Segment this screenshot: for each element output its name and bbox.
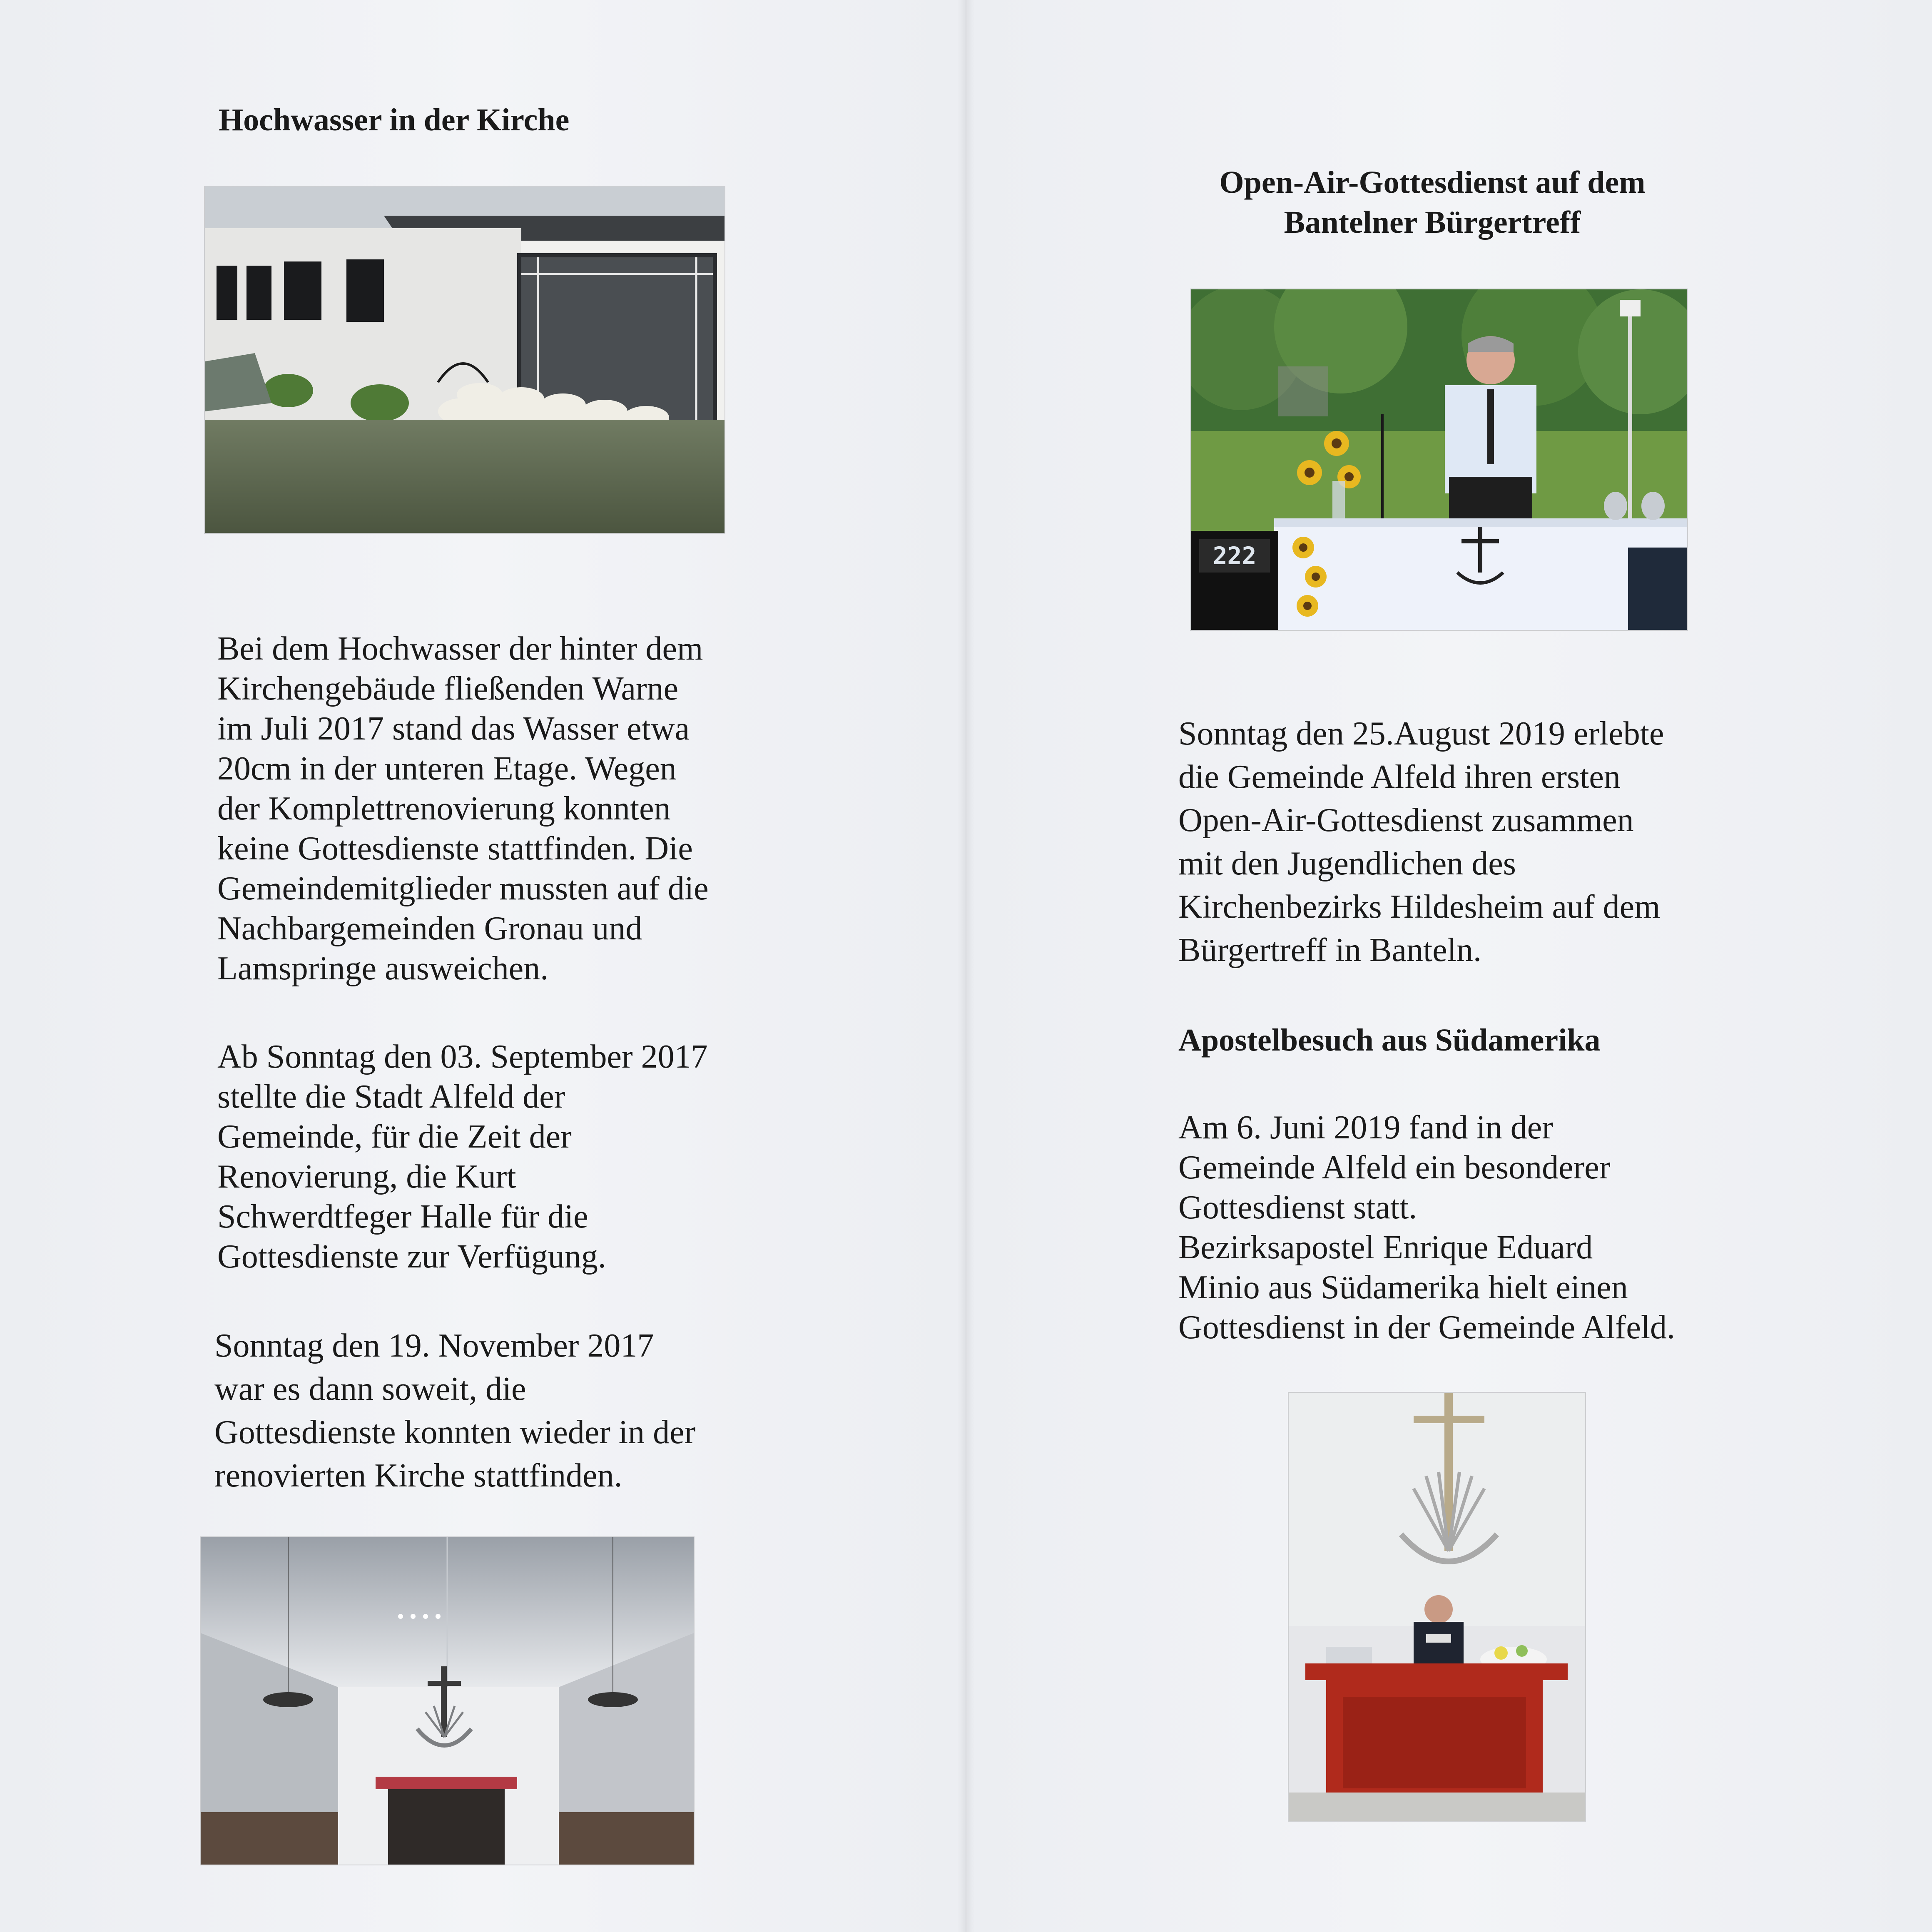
text-line: Gottesdienste zur Verfügung.: [217, 1238, 606, 1275]
heading-line: Bantelner Bürgertreff: [1284, 205, 1581, 240]
text-line: Bezirksapostel Enrique Eduard: [1178, 1229, 1593, 1266]
text-line: renovierten Kirche stattfinden.: [214, 1457, 622, 1494]
text-line: stellte die Stadt Alfeld der: [217, 1078, 565, 1115]
heading-line: Open-Air-Gottesdienst auf dem: [1219, 165, 1646, 200]
text-line: Sonntag den 19. November 2017: [214, 1327, 654, 1364]
text-line: war es dann soweit, die: [214, 1371, 526, 1407]
text-line: mit den Jugendlichen des: [1178, 845, 1516, 882]
flood-paragraph-1: [217, 629, 709, 988]
photo-open-air-service: [1191, 289, 1687, 630]
text-line: Bürgertreff in Banteln.: [1178, 932, 1481, 968]
text-line: keine Gottesdienste stattfinden. Die: [217, 830, 693, 867]
heading-apostle-visit: Apostelbesuch aus Südamerika: [1178, 1023, 1601, 1058]
text-line: im Juli 2017 stand das Wasser etwa: [217, 710, 690, 747]
text-line: Kirchenbezirks Hildesheim auf dem: [1178, 889, 1661, 925]
text-line: Open-Air-Gottesdienst zusammen: [1178, 802, 1634, 839]
text-line: der Komplettrenovierung konnten: [217, 790, 671, 827]
hymn-board-number: 222: [1212, 542, 1257, 570]
text-line: Gemeinde, für die Zeit der: [217, 1118, 572, 1155]
text-line: Gottesdienst in der Gemeinde Alfeld.: [1178, 1309, 1676, 1346]
text-line: Sonntag den 25.August 2019 erlebte: [1178, 715, 1664, 752]
apostle-visit-paragraph: [1178, 1108, 1675, 1347]
text-line: Renovierung, die Kurt: [217, 1158, 516, 1195]
text-line: Minio aus Südamerika hielt einen: [1178, 1269, 1628, 1306]
flood-paragraph-3: [214, 1324, 695, 1497]
text-line: Gottesdienste konnten wieder in der: [214, 1414, 696, 1451]
page-fold: [958, 0, 974, 1932]
open-air-paragraph: [1178, 712, 1664, 972]
flood-paragraph-2: [217, 1037, 708, 1277]
text-line: Nachbargemeinden Gronau und: [217, 910, 642, 947]
photo-flooded-church: [205, 187, 724, 533]
text-line: Lamspringe ausweichen.: [217, 950, 549, 987]
photo-renovated-church-interior: [201, 1537, 694, 1865]
text-line: Gemeinde Alfeld ein besonderer: [1178, 1149, 1611, 1186]
text-line: Gemeindemitglieder mussten auf die: [217, 870, 709, 907]
heading-open-air-service: [966, 162, 1899, 242]
photo-apostle-at-altar: [1289, 1393, 1585, 1821]
text-line: Am 6. Juni 2019 fand in der: [1178, 1109, 1553, 1146]
text-line: die Gemeinde Alfeld ihren ersten: [1178, 759, 1621, 795]
text-line: Bei dem Hochwasser der hinter dem: [217, 630, 703, 667]
text-line: Kirchengebäude fließenden Warne: [217, 670, 679, 707]
text-line: Schwerdtfeger Halle für die: [217, 1198, 588, 1235]
text-line: 20cm in der unteren Etage. Wegen: [217, 750, 677, 787]
text-line: Ab Sonntag den 03. September 2017: [217, 1038, 708, 1075]
text-line: Gottesdienst statt.: [1178, 1189, 1417, 1226]
heading-flood: Hochwasser in der Kirche: [219, 102, 570, 137]
